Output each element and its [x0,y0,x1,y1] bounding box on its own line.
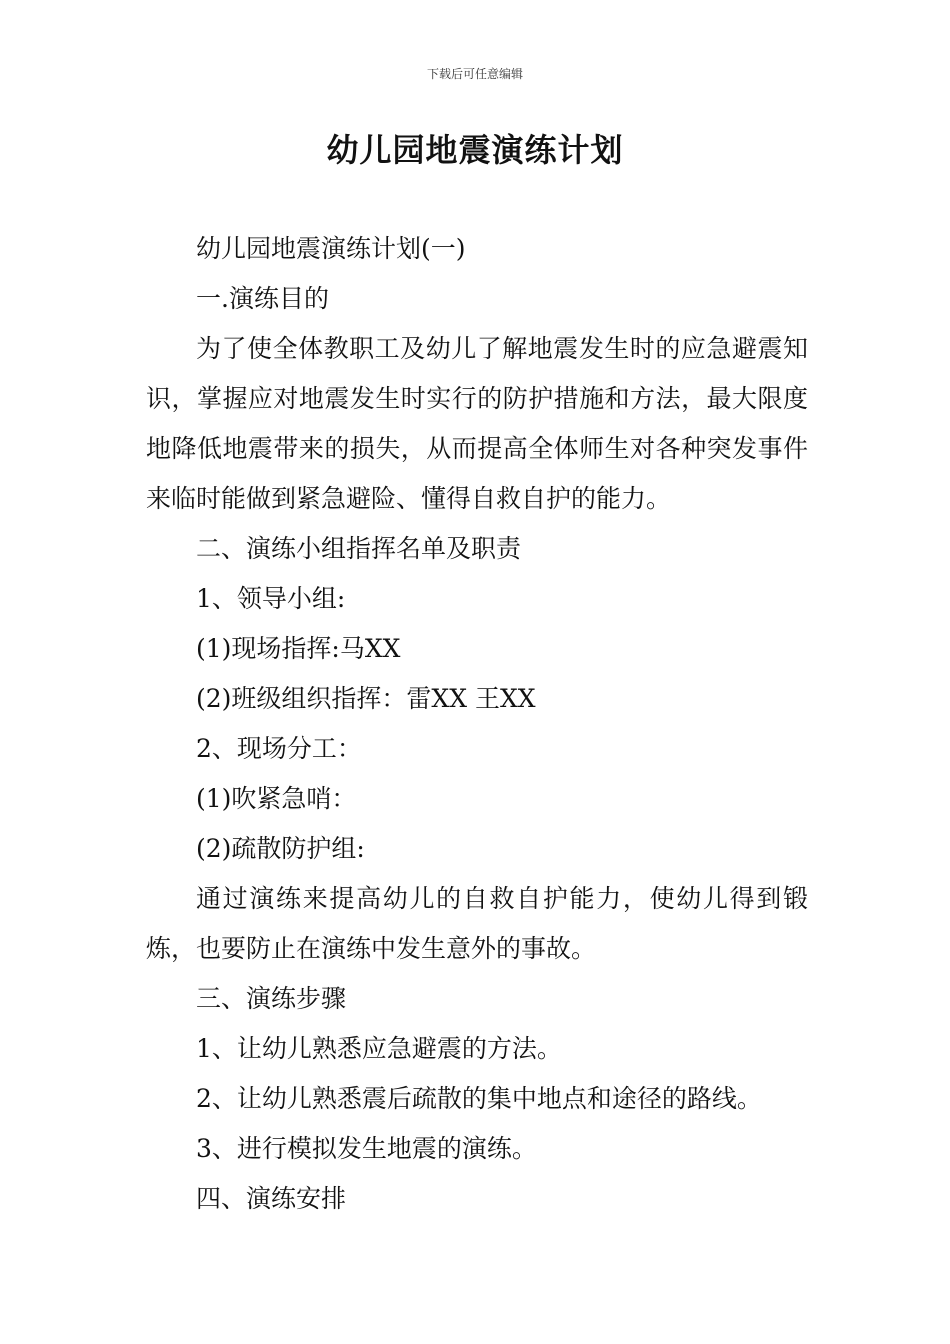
list-item: 1、让幼儿熟悉应急避震的方法。 [196,1034,562,1063]
section-heading: 三、演练步骤 [196,984,347,1013]
list-item: 3、进行模拟发生地震的演练。 [196,1134,537,1163]
list-item: (2)疏散防护组: [196,834,365,863]
list-item: 2、现场分工： [196,734,362,763]
list-item: (2)班级组织指挥：雷XX 王XX [196,684,536,713]
list-item: 2、让幼儿熟悉震后疏散的集中地点和途径的路线。 [196,1084,762,1113]
list-item: (1)现场指挥:马XX [196,634,401,663]
section-heading: 一.演练目的 [196,284,329,313]
document-title: 幼儿园地震演练计划 [326,131,624,169]
list-item: (1)吹紧急哨： [196,784,357,813]
subtitle-paragraph: 幼儿园地震演练计划(一) [196,234,466,263]
section-heading: 二、演练小组指挥名单及职责 [196,534,522,563]
section-heading: 四、演练安排 [196,1184,347,1213]
body-paragraph: 通过演练来提高幼儿的自救自护能力，使幼儿得到锻炼，也要防止在演练中发生意外的事故。 [146,884,808,963]
body-paragraph: 为了使全体教职工及幼儿了解地震发生时的应急避震知识，掌握应对地震发生时实行的防护措施和方法，最大限度地降低地震带来的损失，从而提高全体师生对各种突发事件来临时能做到紧急避险、懂得自救自护的能力。 [146,334,808,513]
document-body [146,224,808,1224]
header-note: 下载后可任意编辑 [426,67,523,81]
list-item: 1、领导小组: [196,584,346,613]
